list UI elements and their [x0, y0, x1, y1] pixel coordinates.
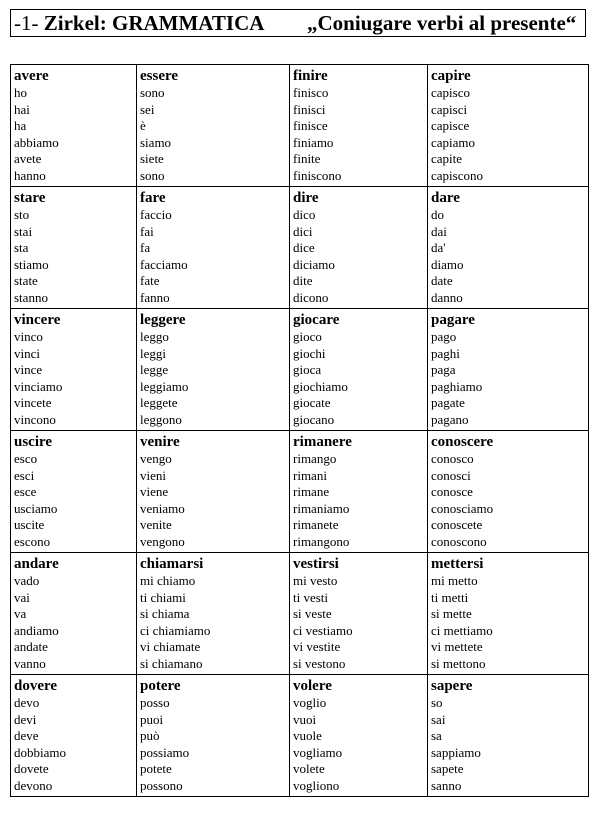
verb-form: rimane — [293, 484, 330, 499]
verb-cell — [428, 553, 589, 675]
verb-cell — [11, 675, 137, 797]
verb-form: state — [14, 273, 38, 288]
verb-form: rimani — [293, 467, 327, 483]
header-subtitle: „Coniugare verbi al presente“ — [307, 11, 577, 35]
verb-form: siete — [140, 151, 164, 166]
verb-form: vieni — [140, 467, 166, 483]
verb-cell — [428, 187, 589, 309]
verb-form: ti metti — [431, 589, 469, 605]
verb-infinitive: conoscere — [431, 434, 494, 450]
verb-form: capisco — [431, 85, 470, 100]
verb-form: sto — [14, 207, 30, 222]
verb-form: capiamo — [431, 134, 476, 150]
verb-form: capisce — [431, 118, 470, 133]
verb-form: rimangono — [293, 533, 350, 549]
verb-form: esci — [14, 467, 35, 483]
verb-cell — [11, 187, 137, 309]
verb-form: voglio — [293, 695, 327, 710]
verb-form: ti chiami — [140, 589, 186, 605]
verb-form: mi chiamo — [140, 573, 196, 588]
verb-form: giocano — [293, 411, 335, 427]
verb-form: vogliamo — [293, 744, 343, 760]
verb-form: devono — [14, 777, 53, 793]
verb-form: leggo — [140, 329, 169, 344]
verb-form: diamo — [431, 256, 464, 272]
verb-infinitive: dovere — [14, 678, 58, 694]
verb-form: legge — [140, 362, 169, 377]
verb-cell — [11, 309, 137, 431]
verb-form: finisco — [293, 85, 329, 100]
verb-form: possiamo — [140, 744, 190, 760]
verb-form: finisci — [293, 101, 326, 117]
conjugation-table — [10, 64, 589, 797]
verb-form: vuole — [293, 728, 322, 743]
verb-form: avete — [14, 151, 42, 166]
verb-form: abbiamo — [14, 134, 59, 150]
verb-infinitive: finire — [293, 68, 328, 84]
verb-form: leggiamo — [140, 378, 189, 394]
verb-form: gioca — [293, 362, 322, 377]
verb-infinitive: chiamarsi — [140, 556, 204, 572]
verb-cell — [290, 187, 428, 309]
verb-form: gioco — [293, 329, 322, 344]
verb-form: stiamo — [14, 256, 49, 272]
verb-form: sta — [14, 240, 29, 255]
verb-form: escono — [14, 533, 51, 549]
verb-form: fate — [140, 273, 160, 288]
verb-form: vogliono — [293, 777, 340, 793]
verb-form: sapete — [431, 761, 464, 776]
verb-form: andiamo — [14, 622, 59, 638]
verb-infinitive: vestirsi — [293, 556, 339, 572]
verb-form: do — [431, 207, 444, 222]
verb-form: devo — [14, 695, 40, 710]
verb-cell — [290, 675, 428, 797]
verb-infinitive: fare — [140, 190, 166, 206]
verb-form: vi vestite — [293, 639, 341, 654]
verb-cell — [428, 309, 589, 431]
verb-form: danno — [431, 289, 463, 305]
verb-form: sono — [140, 167, 165, 183]
verb-form: conosci — [431, 467, 471, 483]
verb-cell — [11, 65, 137, 187]
verb-form: so — [431, 695, 443, 710]
verb-form: vado — [14, 573, 40, 588]
verb-form: puoi — [140, 711, 164, 727]
verb-form: conoscono — [431, 533, 487, 549]
verb-infinitive: andare — [14, 556, 59, 572]
verb-cell — [428, 675, 589, 797]
verb-form: vi mettete — [431, 639, 483, 654]
verb-cell — [137, 309, 290, 431]
verb-infinitive: leggere — [140, 312, 186, 328]
verb-form: stanno — [14, 289, 48, 305]
verb-infinitive: volere — [293, 678, 332, 694]
verb-form: si mettono — [431, 655, 486, 671]
verb-form: diciamo — [293, 256, 335, 272]
verb-form: vengo — [140, 451, 172, 466]
verb-infinitive: stare — [14, 190, 46, 206]
verb-form: va — [14, 606, 27, 621]
verb-infinitive: potere — [140, 678, 181, 694]
verb-form: sai — [431, 711, 446, 727]
verb-infinitive: mettersi — [431, 556, 484, 572]
verb-form: esco — [14, 451, 38, 466]
verb-form: possono — [140, 777, 183, 793]
verb-form: vinciamo — [14, 378, 63, 394]
verb-form: potete — [140, 761, 172, 776]
verb-form: posso — [140, 695, 170, 710]
verb-form: fa — [140, 240, 151, 255]
verb-form: sei — [140, 101, 155, 117]
verb-form: siamo — [140, 134, 172, 150]
table-row — [11, 65, 589, 187]
verb-form: da' — [431, 240, 446, 255]
header-title: Zirkel: GRAMMATICA — [43, 11, 265, 35]
verb-infinitive: avere — [14, 68, 49, 84]
verb-form: paga — [431, 362, 456, 377]
verb-form: date — [431, 273, 453, 288]
verb-form: vincono — [14, 411, 56, 427]
verb-form: dicono — [293, 289, 329, 305]
worksheet-header — [10, 9, 586, 37]
verb-form: vengono — [140, 533, 185, 549]
verb-form: mi metto — [431, 573, 478, 588]
verb-form: hai — [14, 101, 30, 117]
verb-form: dai — [431, 223, 447, 239]
verb-infinitive: sapere — [431, 678, 473, 694]
verb-form: dobbiamo — [14, 744, 66, 760]
verb-form: conosciamo — [431, 500, 494, 516]
verb-form: dite — [293, 273, 313, 288]
verb-infinitive: dare — [431, 190, 460, 206]
verb-form: sanno — [431, 777, 462, 793]
verb-form: dice — [293, 240, 315, 255]
table-row — [11, 431, 589, 553]
verb-form: finiscono — [293, 167, 342, 183]
verb-form: mi vesto — [293, 573, 338, 588]
verb-form: facciamo — [140, 256, 188, 272]
verb-form: dovete — [14, 761, 49, 776]
verb-form: veniamo — [140, 500, 185, 516]
verb-form: devi — [14, 711, 37, 727]
verb-infinitive: dire — [293, 190, 319, 206]
verb-form: finisce — [293, 118, 328, 133]
verb-form: fanno — [140, 289, 170, 305]
verb-infinitive: essere — [140, 68, 179, 84]
verb-cell — [11, 553, 137, 675]
verb-form: leggete — [140, 395, 178, 410]
verb-infinitive: rimanere — [293, 434, 352, 450]
verb-form: dici — [293, 223, 313, 239]
verb-form: hanno — [14, 167, 46, 183]
verb-form: pagano — [431, 411, 469, 427]
verb-form: conoscete — [431, 517, 483, 532]
verb-cell — [137, 553, 290, 675]
verb-cell — [290, 553, 428, 675]
verb-form: sono — [140, 85, 165, 100]
verb-form: sappiamo — [431, 744, 481, 760]
verb-form: ha — [14, 118, 27, 133]
verb-cell — [137, 187, 290, 309]
verb-form: ci vestiamo — [293, 622, 353, 638]
verb-form: vai — [14, 589, 30, 605]
verb-infinitive: venire — [140, 434, 180, 450]
verb-form: vinco — [14, 329, 43, 344]
header-prefix: -1- — [14, 11, 44, 35]
verb-form: stai — [14, 223, 33, 239]
verb-form: ci chiamiamo — [140, 622, 211, 638]
verb-form: leggi — [140, 345, 166, 361]
verb-form: ci mettiamo — [431, 622, 493, 638]
table-row — [11, 187, 589, 309]
verb-form: finite — [293, 151, 321, 166]
verb-cell — [290, 431, 428, 553]
verb-form: venite — [140, 517, 172, 532]
verb-infinitive: giocare — [293, 312, 340, 328]
verb-form: giocate — [293, 395, 331, 410]
verb-form: capiscono — [431, 167, 483, 183]
conjugation-table-body — [11, 65, 589, 797]
verb-form: pago — [431, 329, 457, 344]
verb-form: rimanete — [293, 517, 339, 532]
verb-infinitive: vincere — [14, 312, 61, 328]
verb-infinitive: uscire — [14, 434, 53, 450]
verb-cell — [137, 65, 290, 187]
verb-form: rimango — [293, 451, 337, 466]
verb-form: si vestono — [293, 655, 346, 671]
verb-infinitive: pagare — [431, 312, 475, 328]
verb-form: si veste — [293, 606, 332, 621]
verb-form: esce — [14, 484, 37, 499]
verb-form: capite — [431, 151, 463, 166]
verb-form: viene — [140, 484, 169, 499]
verb-form: ho — [14, 85, 27, 100]
verb-form: vincete — [14, 395, 52, 410]
verb-cell — [290, 65, 428, 187]
verb-cell — [11, 431, 137, 553]
verb-form: leggono — [140, 411, 182, 427]
verb-form: può — [140, 728, 160, 743]
verb-form: paghiamo — [431, 378, 483, 394]
verb-form: vinci — [14, 345, 40, 361]
verb-form: finiamo — [293, 134, 334, 150]
verb-form: uscite — [14, 517, 45, 532]
verb-form: capisci — [431, 101, 468, 117]
table-row — [11, 309, 589, 431]
table-row — [11, 553, 589, 675]
verb-form: deve — [14, 728, 39, 743]
verb-cell — [290, 309, 428, 431]
verb-form: faccio — [140, 207, 172, 222]
verb-form: usciamo — [14, 500, 58, 516]
verb-form: ti vesti — [293, 589, 329, 605]
verb-form: paghi — [431, 345, 460, 361]
verb-form: volete — [293, 761, 325, 776]
verb-infinitive: capire — [431, 68, 471, 84]
verb-form: giochi — [293, 345, 326, 361]
verb-form: vi chiamate — [140, 639, 201, 654]
table-row — [11, 675, 589, 797]
verb-form: giochiamo — [293, 378, 348, 394]
verb-form: andate — [14, 639, 48, 654]
verb-form: pagate — [431, 395, 465, 410]
verb-cell — [137, 431, 290, 553]
verb-cell — [137, 675, 290, 797]
verb-form: conosco — [431, 451, 474, 466]
verb-form: vuoi — [293, 711, 317, 727]
verb-form: sa — [431, 728, 442, 743]
verb-form: si chiama — [140, 606, 190, 621]
verb-form: si chiamano — [140, 655, 203, 671]
verb-cell — [428, 431, 589, 553]
verb-form: rimaniamo — [293, 500, 350, 516]
verb-form: è — [140, 118, 146, 133]
verb-form: si mette — [431, 606, 472, 621]
verb-form: fai — [140, 223, 154, 239]
verb-form: vince — [14, 362, 43, 377]
verb-form: dico — [293, 207, 316, 222]
verb-form: conosce — [431, 484, 473, 499]
verb-form: vanno — [14, 655, 46, 671]
verb-cell — [428, 65, 589, 187]
